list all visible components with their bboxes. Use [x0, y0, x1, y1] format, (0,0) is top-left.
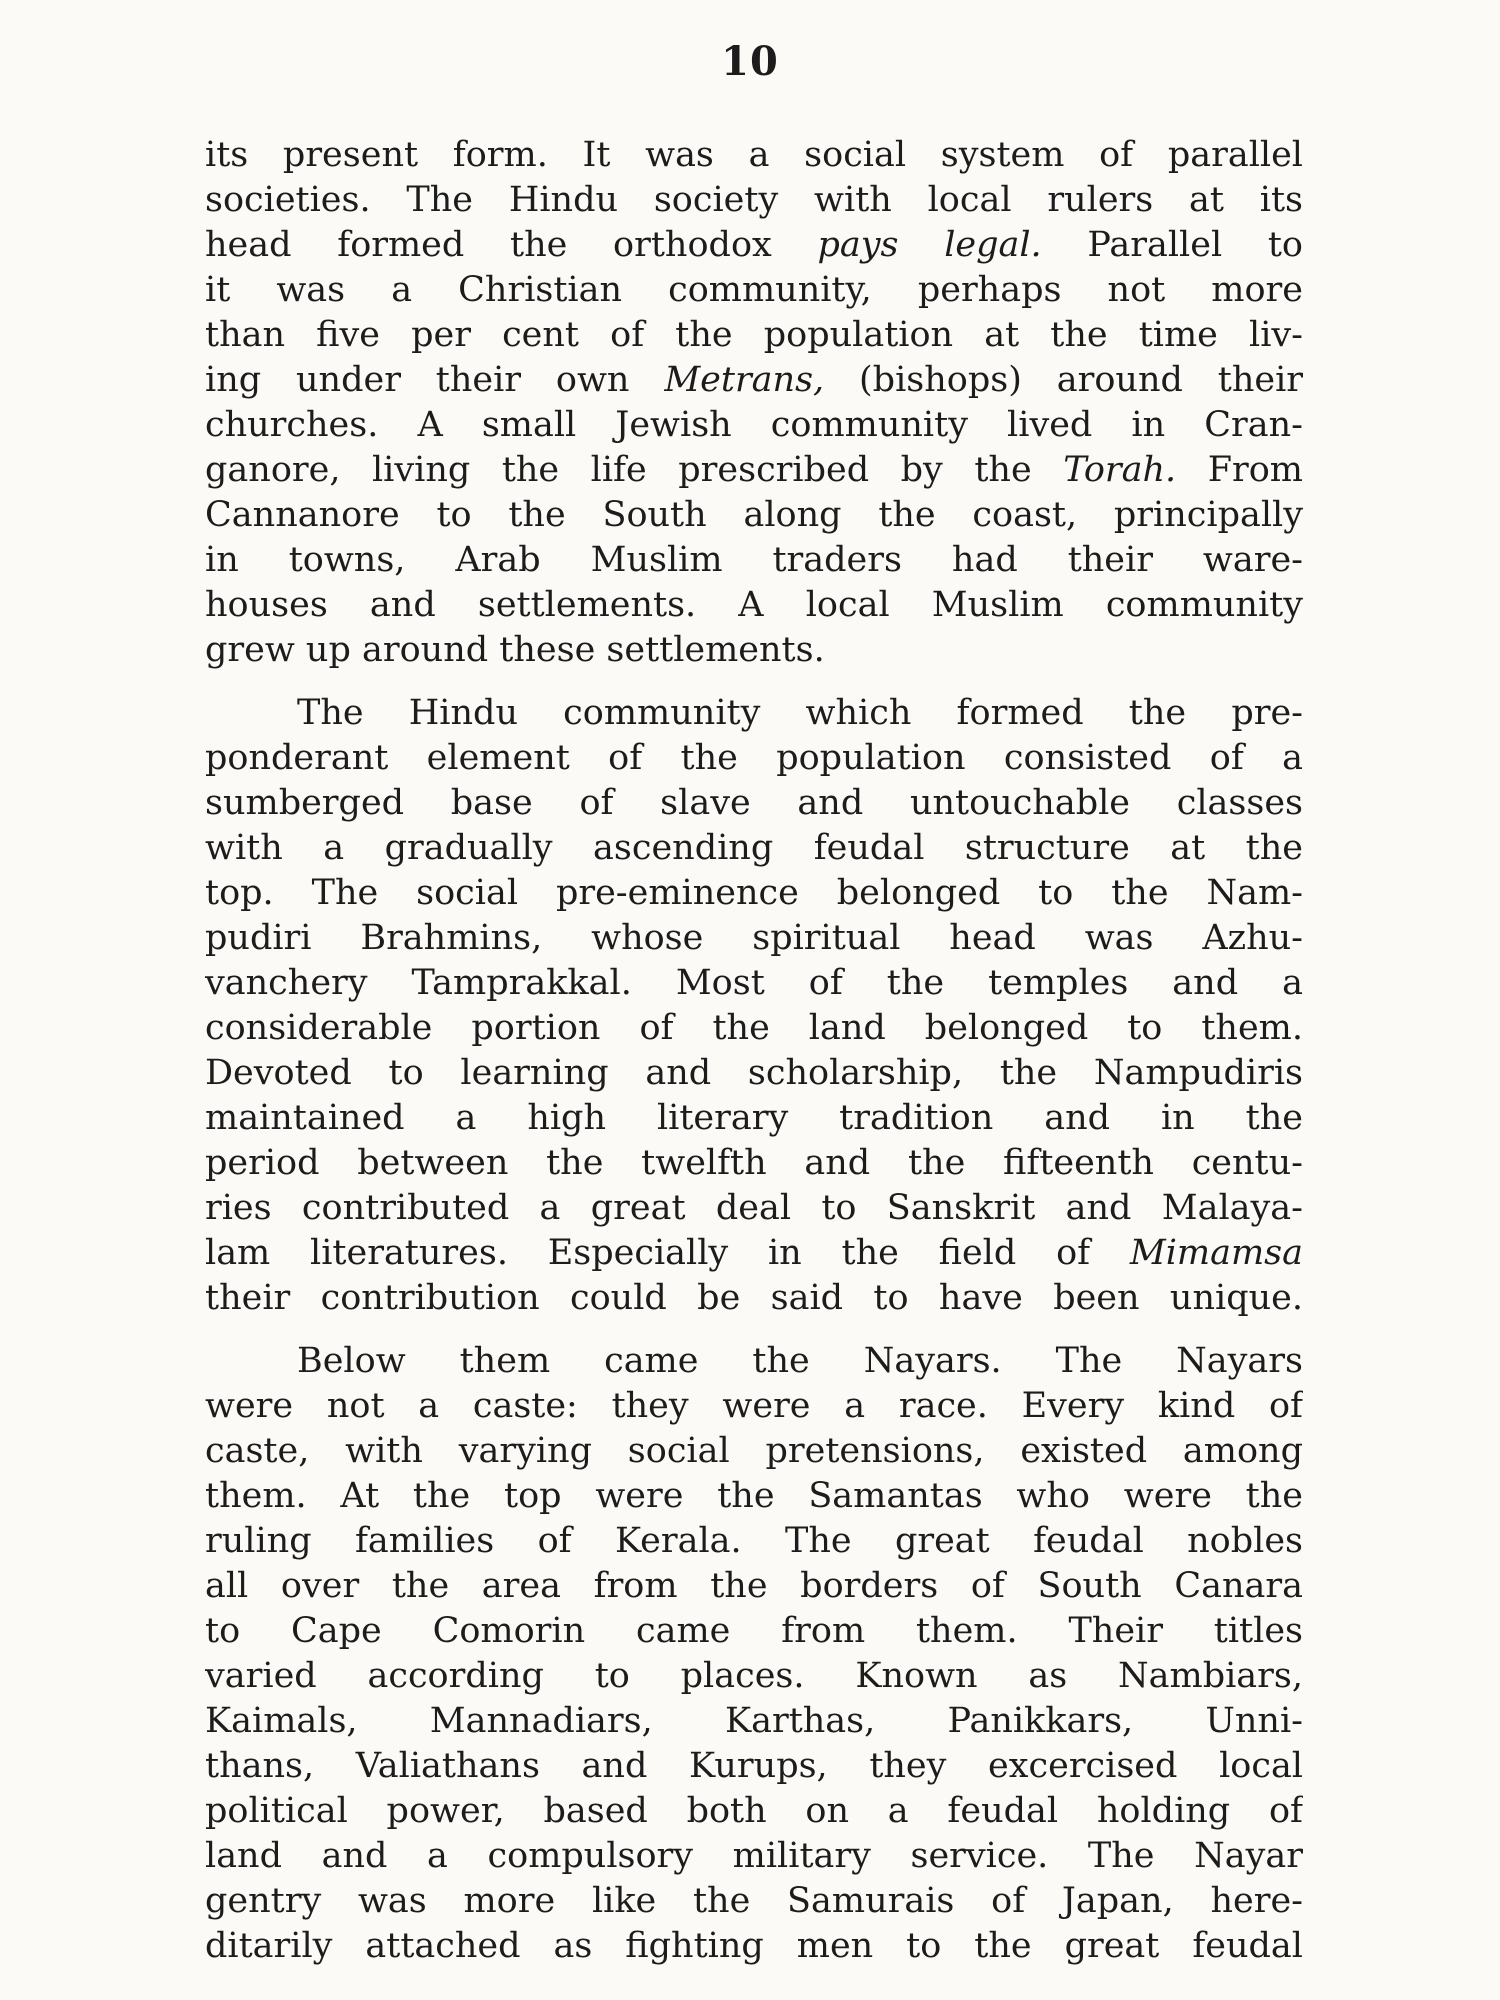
text-line: land and a compulsory military service. The Nayar — [205, 1836, 1303, 1876]
paragraph-2 — [205, 691, 1303, 1321]
text-line: to Cape Comorin came from them. Their titles — [205, 1611, 1303, 1651]
text-line: societies. The Hindu society with local rulers at its — [205, 180, 1303, 220]
text-line: sumberged base of slave and untouchable classes — [205, 783, 1303, 823]
italic-term: pays legal. — [817, 225, 1042, 265]
text-line: ganore, living the life prescribed by the Torah. From — [205, 450, 1303, 490]
text-line: head formed the orthodox pays legal. Parallel to — [205, 225, 1303, 265]
paragraph-1 — [205, 133, 1303, 673]
text-line: vanchery Tamprakkal. Most of the temples and a — [205, 963, 1303, 1003]
text-line: in towns, Arab Muslim traders had their ware- — [205, 540, 1303, 580]
text-line: thans, Valiathans and Kurups, they excercised local — [205, 1746, 1303, 1786]
text-line: top. The social pre-eminence belonged to the Nam- — [205, 873, 1303, 913]
text-line: with a gradually ascending feudal structure at the — [205, 828, 1303, 868]
text-line: were not a caste: they were a race. Every kind of — [205, 1386, 1303, 1426]
text-line: gentry was more like the Samurais of Japan, here- — [205, 1881, 1303, 1921]
text-line: ditarily attached as fighting men to the great feudal — [205, 1926, 1303, 1966]
text-line: ing under their own Metrans, (bishops) around their — [205, 360, 1303, 400]
text-line: ponderant element of the population consisted of a — [205, 738, 1303, 778]
text-line: pudiri Brahmins, whose spiritual head was Azhu- — [205, 918, 1303, 958]
page-number: 10 — [721, 38, 779, 85]
text-line: considerable portion of the land belonged to them. — [205, 1008, 1303, 1048]
text-line: all over the area from the borders of South Canara — [205, 1566, 1303, 1606]
text-line: grew up around these settlements. — [205, 630, 825, 670]
text-line: Kaimals, Mannadiars, Karthas, Panikkars, Unni- — [205, 1701, 1303, 1741]
text-line: ries contributed a great deal to Sanskrit and Malaya- — [205, 1188, 1303, 1228]
text-line: political power, based both on a feudal holding of — [205, 1791, 1303, 1831]
text-line: ruling families of Kerala. The great feudal nobles — [205, 1521, 1303, 1561]
paragraph-3 — [205, 1339, 1303, 1969]
text-line: churches. A small Jewish community lived in Cran- — [205, 405, 1303, 445]
text-line: maintained a high literary tradition and in the — [205, 1098, 1303, 1138]
text-line: period between the twelfth and the fifteenth centu- — [205, 1143, 1303, 1183]
text-line: lam literatures. Especially in the field of Mimamsa — [205, 1233, 1303, 1273]
text-line: Cannanore to the South along the coast, principally — [205, 495, 1303, 535]
text-line: them. At the top were the Samantas who were the — [205, 1476, 1303, 1516]
text-line: its present form. It was a social system of parallel — [205, 135, 1303, 175]
text-line: varied according to places. Known as Nambiars, — [205, 1656, 1303, 1696]
text-line: it was a Christian community, perhaps not more — [205, 270, 1303, 310]
text-line: The Hindu community which formed the pre- — [297, 693, 1303, 733]
text-line: houses and settlements. A local Muslim community — [205, 585, 1303, 625]
italic-term: Metrans, — [664, 360, 825, 400]
text-line: than five per cent of the population at the time liv- — [205, 315, 1303, 355]
text-line: their contribution could be said to have been unique. — [205, 1278, 1303, 1318]
text-line: Below them came the Nayars. The Nayars — [297, 1341, 1303, 1381]
text-line: caste, with varying social pretensions, existed among — [205, 1431, 1303, 1471]
italic-term: Torah. — [1063, 450, 1177, 490]
italic-term: Mimamsa — [1129, 1233, 1303, 1273]
text-line: Devoted to learning and scholarship, the Nampudiris — [205, 1053, 1303, 1093]
body-text — [205, 133, 1303, 1969]
